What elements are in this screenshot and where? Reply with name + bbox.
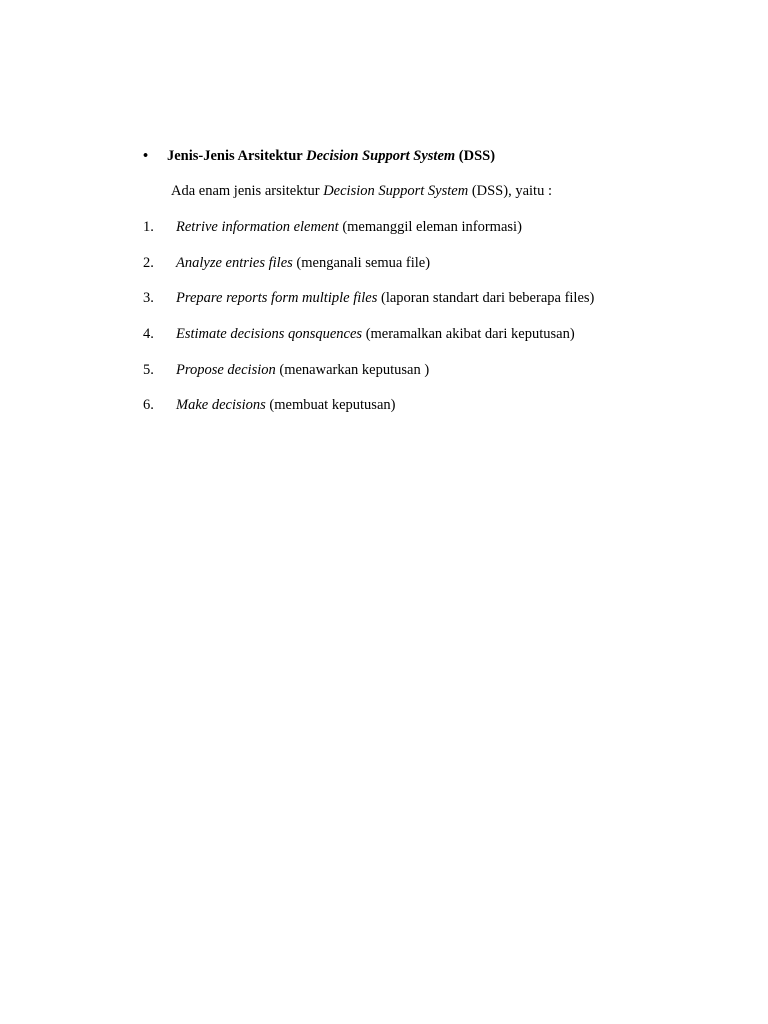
list-description: (laporan standart dari beberapa files) <box>377 290 595 306</box>
list-number: 1. <box>143 219 154 235</box>
intro-suffix: (DSS), yaitu : <box>468 183 552 199</box>
heading-prefix: Jenis-Jenis Arsitektur <box>167 148 307 164</box>
list-number: 3. <box>143 290 154 306</box>
list-term: Propose decision <box>176 362 276 378</box>
list-term: Analyze entries files <box>176 255 293 271</box>
list-item <box>143 396 395 414</box>
intro-italic: Decision Support System <box>323 183 469 199</box>
list-description: (menawarkan keputusan ) <box>275 362 430 378</box>
bullet-point: • <box>143 148 149 164</box>
list-term: Estimate decisions qonsquences <box>176 326 363 342</box>
list-item <box>143 325 575 343</box>
intro-prefix: Ada enam jenis arsitektur <box>171 183 324 199</box>
list-number: 6. <box>143 397 154 413</box>
intro-paragraph <box>171 182 552 200</box>
heading-italic: Decision Support System <box>306 148 456 164</box>
list-description: (membuat keputusan) <box>265 397 396 413</box>
list-item <box>143 289 594 307</box>
list-description: (meramalkan akibat dari keputusan) <box>362 326 575 342</box>
list-term: Retrive information element <box>176 219 339 235</box>
heading-text <box>167 148 495 164</box>
list-item <box>143 361 429 379</box>
section-heading <box>143 147 495 165</box>
heading-suffix: (DSS) <box>455 148 496 164</box>
list-number: 4. <box>143 326 154 342</box>
list-term: Prepare reports form multiple files <box>176 290 378 306</box>
list-term: Make decisions <box>176 397 266 413</box>
list-number: 2. <box>143 255 154 271</box>
list-description: (menganali semua file) <box>292 255 431 271</box>
list-number: 5. <box>143 362 154 378</box>
list-description: (memanggil eleman informasi) <box>338 219 522 235</box>
list-item <box>143 218 522 236</box>
list-item <box>143 254 430 272</box>
